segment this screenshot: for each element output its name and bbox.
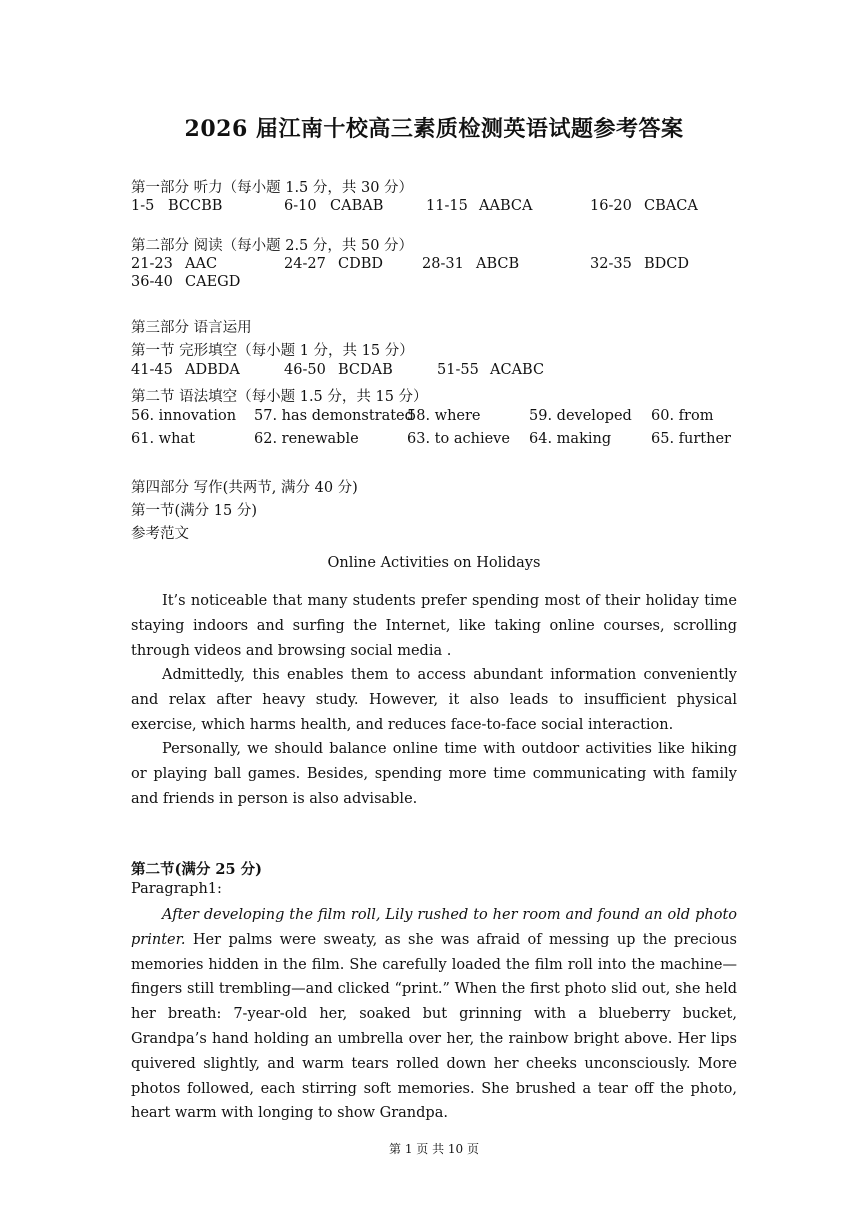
answer-letters: AAC	[185, 256, 218, 272]
part1-heading: 第一部分 听力（每小题 1.5 分，共 30 分）	[131, 180, 414, 196]
grammar-answer: 63. to achieve	[407, 431, 510, 447]
answer-letters: ACABC	[490, 362, 545, 378]
part2-heading: 第二部分 阅读（每小题 2.5 分，共 50 分）	[131, 238, 414, 254]
grammar-answer: 64. making	[529, 431, 612, 447]
grammar-answer: 65. further	[651, 431, 731, 447]
answer-range: 16-20	[590, 198, 632, 214]
page-title: 2026 届江南十校高三素质检测英语试题参考答案	[184, 116, 684, 142]
grammar-heading: 第二节 语法填空（每小题 1.5 分，共 15 分）	[131, 389, 428, 405]
answer-letters: BDCD	[644, 256, 690, 272]
continuation-paragraph	[131, 903, 737, 1126]
grammar-answer: 62. renewable	[254, 431, 359, 447]
answer-letters: ADBDA	[185, 362, 240, 378]
grammar-answer: 61. what	[131, 431, 195, 447]
continuation-lead-sentence: After developing the film roll, Lily rushed to her room and found an old photo printer.	[131, 907, 737, 948]
answer-range: 6-10	[284, 198, 317, 214]
page-footer: 第 1 页 共 10 页	[389, 1142, 479, 1156]
essay-title: Online Activities on Holidays	[327, 555, 541, 571]
answer-range: 41-45	[131, 362, 173, 378]
grammar-answer: 60. from	[651, 408, 714, 424]
answer-letters: ABCB	[476, 256, 520, 272]
answer-letters: CDBD	[338, 256, 384, 272]
essay-paragraph: It’s noticeable that many students prefer spending most of their holiday time staying indoors and surfing the Internet, like taking online courses, scrolling through videos and browsing social media .	[131, 593, 737, 659]
answer-range: 28-31	[422, 256, 464, 272]
writing-section1-heading: 第一节(满分 15 分)	[131, 503, 257, 519]
essay-paragraph: Admittedly, this enables them to access abundant information conveniently and relax after heavy study. However, it also leads to insufficient physical exercise, which harms health, and reduces face-to-face social interaction.	[131, 667, 737, 733]
answer-letters: AABCA	[479, 198, 533, 214]
answer-range: 46-50	[284, 362, 326, 378]
answer-range: 32-35	[590, 256, 632, 272]
answer-range: 11-15	[426, 198, 468, 214]
writing-section2-heading: 第二节(满分 25 分)	[131, 861, 262, 878]
cloze-heading: 第一节 完形填空（每小题 1 分，共 15 分）	[131, 343, 414, 359]
paragraph-label: Paragraph1:	[131, 881, 222, 897]
answer-range: 51-55	[437, 362, 479, 378]
answer-letters: CABAB	[330, 198, 384, 214]
answer-letters: CBACA	[644, 198, 698, 214]
grammar-answer: 58. where	[407, 408, 481, 424]
continuation-body: Her palms were sweaty, as she was afraid of messing up the precious memories hidden in the film. She carefully loaded the film roll into the machine—fingers still trembling—and clicked “print.” When the first photo slid out, she held her breath: 7-year-old her, soaked but grinning with a blueberry bucket, Grandpa’s hand holding an umbrella over her, the rainbow bright above. Her lips quivered slightly, and warm tears rolled down her cheeks unconsciously. More photos followed, each stirring soft memories. She brushed a tear off the photo, heart warm with longing to show Grandpa.	[131, 931, 737, 1122]
answer-range: 24-27	[284, 256, 326, 272]
answer-letters: CAEGD	[185, 274, 241, 290]
grammar-answer: 59. developed	[529, 408, 632, 424]
answer-letters: BCCBB	[168, 198, 223, 214]
part3-heading: 第三部分 语言运用	[131, 320, 252, 336]
essay-paragraph: Personally, we should balance online time with outdoor activities like hiking or playing ball games. Besides, spending more time communicating with family and friends in person is also advisable.	[131, 741, 737, 807]
answer-range: 36-40	[131, 274, 173, 290]
sample-essay-label: 参考范文	[131, 526, 189, 542]
answer-letters: BCDAB	[338, 362, 393, 378]
grammar-answer: 57. has demonstrated	[254, 408, 414, 424]
answer-range: 1-5	[131, 198, 155, 214]
answer-range: 21-23	[131, 256, 173, 272]
part4-heading: 第四部分 写作(共两节, 满分 40 分)	[131, 480, 358, 496]
grammar-answer: 56. innovation	[131, 408, 237, 424]
